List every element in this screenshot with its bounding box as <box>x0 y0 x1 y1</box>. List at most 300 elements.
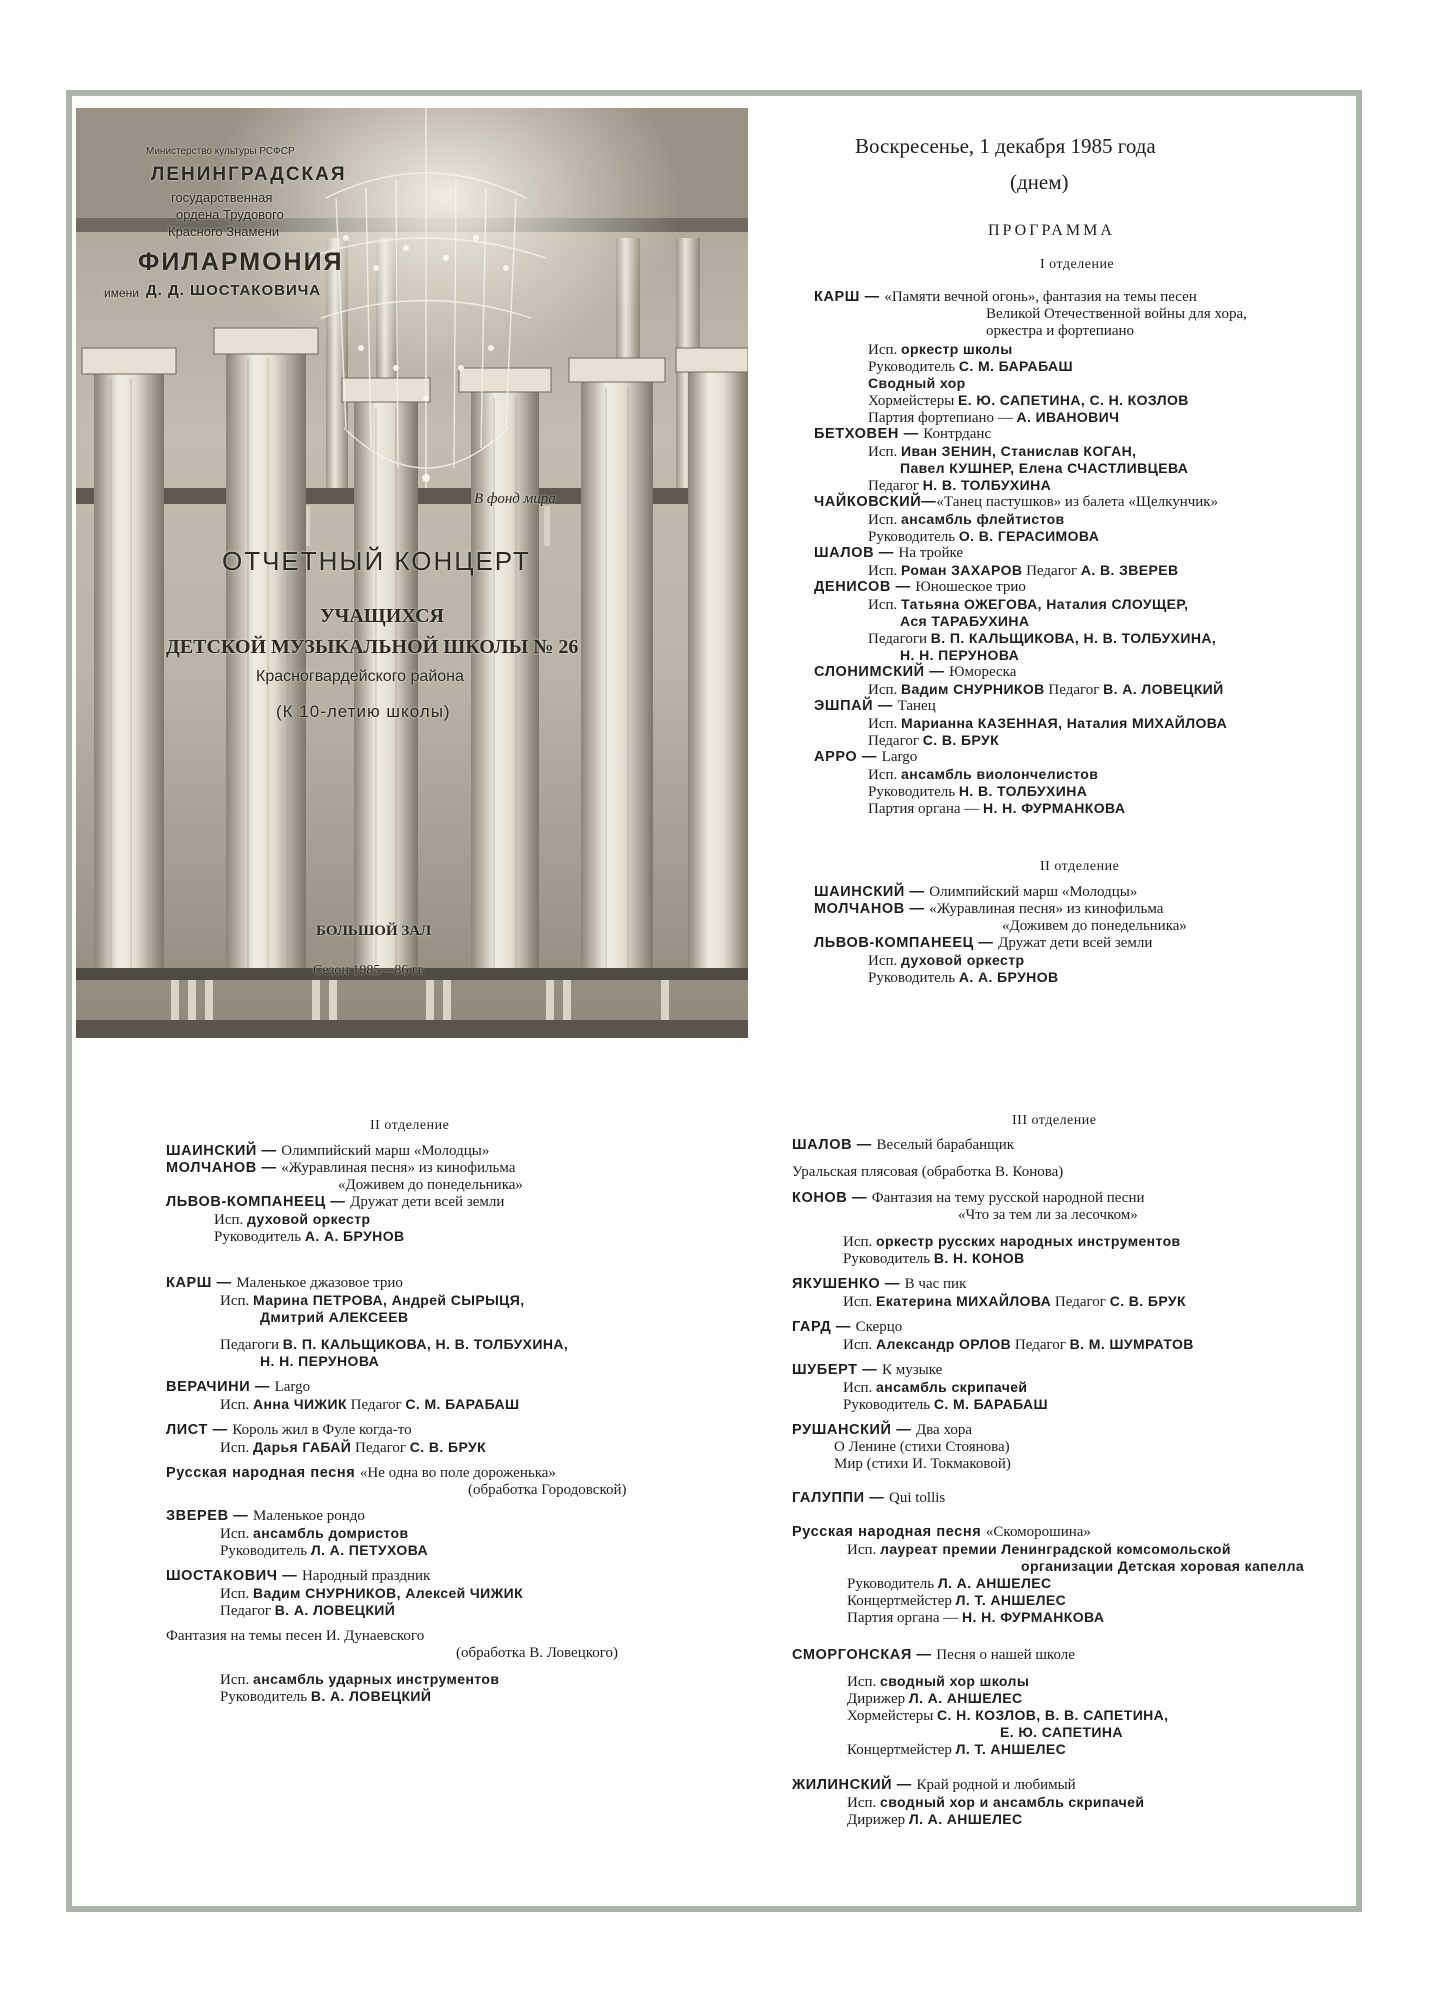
performer-name: лауреат премии Ленинградской комсомольской <box>880 1541 1231 1557</box>
line-text: Партия органа — <box>868 801 984 817</box>
line-text: Педагог <box>868 478 923 494</box>
performer-name: оркестр школы <box>901 341 1013 357</box>
cover-anniversary: (К 10-летию школы) <box>276 702 451 721</box>
performer-name: Дарья ГАБАЙ <box>253 1439 352 1455</box>
performer-name: Л. А. ПЕТУХОВА <box>310 1542 429 1558</box>
concert-date: Воскресенье, 1 декабря 1985 года <box>855 134 1156 158</box>
line-text: Педагог <box>868 733 923 749</box>
teacher-name: С. В. БРУК <box>1109 1293 1186 1309</box>
program-line <box>847 1741 1066 1759</box>
composer-name: ЯКУШЕНКО — <box>792 1276 905 1292</box>
line-text: «Танец пастушков» из балета «Щелкунчик» <box>936 494 1219 510</box>
program-line <box>868 443 1136 461</box>
composer-name: ШАИНСКИЙ — <box>814 884 930 900</box>
program-line <box>166 1275 403 1292</box>
line-text: Мир (стихи И. Токмаковой) <box>834 1456 1011 1472</box>
composer-name: КАРШ — <box>814 289 885 305</box>
program-line <box>814 289 1197 306</box>
composer-name: ВЕРАЧИНИ — <box>166 1379 275 1395</box>
line-text: Педагог <box>1051 1294 1110 1310</box>
line-text: Фантазия на темы песен И. Дунаевского <box>166 1628 425 1644</box>
program-line <box>843 1379 1027 1397</box>
performer-name: ансамбль ударных инструментов <box>253 1671 500 1687</box>
performer-name: О. В. ГЕРАСИМОВА <box>958 528 1100 544</box>
line-text: Largo <box>274 1379 311 1395</box>
line-text: Дружат дети всей земли <box>350 1194 505 1210</box>
line-text: Исп. <box>868 716 902 732</box>
performer-name: Н. Н. ФУРМАНКОВА <box>983 800 1126 816</box>
line-text: Исп. <box>868 953 902 969</box>
line-text: «Скоморошина» <box>985 1524 1091 1540</box>
line-text: Qui tollis <box>888 1490 946 1506</box>
performer-name: сводный хор и ансамбль скрипачей <box>880 1794 1145 1810</box>
composer-name: МОЛЧАНОВ — <box>814 901 930 917</box>
line-text: Исп. <box>868 342 902 358</box>
program-line <box>792 1777 1076 1794</box>
line-text: «Памяти вечной огонь», фантазия на темы песен <box>884 289 1197 305</box>
line-text: Юмореска <box>949 664 1017 680</box>
program-line <box>814 494 1218 511</box>
line-text: Исп. <box>843 1380 877 1396</box>
cover-event-title: ОТЧЕТНЫЙ КОНЦЕРТ <box>222 546 531 576</box>
program-line <box>792 1422 972 1439</box>
cover-named-prefix: имени <box>104 286 139 300</box>
program-line <box>814 579 1026 596</box>
program-line <box>868 392 1189 410</box>
line-text: Педагог <box>351 1440 410 1456</box>
line-text: Дружат дети всей земли <box>998 935 1153 951</box>
composer-name: ЛЬВОВ-КОМПАНЕЕЦ — <box>814 935 999 951</box>
line-text: О Ленине (стихи Стоянова) <box>834 1439 1010 1455</box>
line-text: Исп. <box>847 1795 881 1811</box>
performer-name: Вадим СНУРНИКОВ, Алексей ЧИЖИК <box>253 1585 524 1601</box>
line-text: На тройке <box>898 545 964 561</box>
program-line <box>843 1250 1025 1268</box>
line-text: Народный праздник <box>301 1568 431 1584</box>
program-line <box>868 511 1065 529</box>
performer-name: Н. Н. ПЕРУНОВА <box>260 1353 380 1369</box>
performer-name: Ася ТАРАБУХИНА <box>900 613 1030 629</box>
performer-name: Анна ЧИЖИК <box>253 1396 347 1412</box>
performer-name: А. ИВАНОВИЧ <box>1016 409 1120 425</box>
composer-name: Русская народная песня <box>792 1524 986 1540</box>
cover-org-name: ФИЛАРМОНИЯ <box>138 248 344 276</box>
performer-name: Сводный хор <box>868 375 966 391</box>
program-line <box>220 1602 395 1620</box>
program-line <box>847 1609 1104 1627</box>
line-text: Руководитель <box>220 1543 311 1559</box>
line-text: (обработка В. Ловецкого) <box>456 1645 619 1661</box>
composer-name: ГАЛУППИ — <box>792 1490 889 1506</box>
program-line <box>868 952 1024 970</box>
program-line <box>220 1688 431 1706</box>
program-line <box>834 1439 1010 1456</box>
line-text: Руководитель <box>220 1689 311 1705</box>
program-line <box>1002 918 1187 935</box>
performer-name: ансамбль виолончелистов <box>901 766 1099 782</box>
concert-time: (днем) <box>1010 170 1069 194</box>
line-text: Largo <box>881 749 918 765</box>
cover-season: Сезон 1985—86 гг. <box>313 963 426 978</box>
program-line <box>843 1293 1186 1311</box>
line-text: Исп. <box>847 1674 881 1690</box>
line-text: Великой Отечественной войны для хора, <box>986 306 1247 322</box>
performer-name: Роман ЗАХАРОВ <box>901 562 1023 578</box>
program-line <box>220 1525 408 1543</box>
program-line <box>792 1647 1075 1664</box>
program-line <box>814 901 1163 918</box>
performer-name: ансамбль скрипачей <box>876 1379 1028 1395</box>
performer-name: В. А. ЛОВЕЦКИЙ <box>274 1602 396 1618</box>
program-line <box>260 1353 379 1371</box>
program-line <box>868 732 999 750</box>
performer-name: В. П. КАЛЬЩИКОВА, Н. В. ТОЛБУХИНА, <box>930 630 1217 646</box>
line-text: Руководитель <box>868 784 959 800</box>
line-text: Партия фортепиано — <box>868 410 1017 426</box>
cover-students-line2: ДЕТСКОЙ МУЗЫКАЛЬНОЙ ШКОЛЫ № 26 <box>166 636 579 658</box>
program-line <box>792 1490 945 1507</box>
program-line <box>900 460 1188 478</box>
program-line <box>868 341 1013 359</box>
line-text: Исп. <box>868 767 902 783</box>
performer-name: Марианна КАЗЕННАЯ, Наталия МИХАЙЛОВА <box>901 715 1228 731</box>
program-line <box>166 1568 430 1585</box>
line-text: (обработка Городовской) <box>468 1482 627 1498</box>
program-line <box>868 766 1098 784</box>
line-text: «Доживем до понедельника» <box>1002 918 1187 934</box>
composer-name: БЕТХОВЕН — <box>814 426 924 442</box>
program-line <box>834 1456 1011 1473</box>
performer-name: Татьяна ОЖЕГОВА, Наталия СЛОУЩЕР, <box>901 596 1189 612</box>
program-line <box>166 1508 365 1525</box>
line-text: Руководитель <box>843 1397 934 1413</box>
cover-org-line1: ЛЕНИНГРАДСКАЯ <box>151 164 347 185</box>
program-line <box>220 1585 523 1603</box>
program-line <box>166 1422 412 1439</box>
program-line <box>456 1645 618 1662</box>
program-line <box>814 545 963 562</box>
line-text: Педагоги <box>868 631 931 647</box>
line-text: Педагоги <box>220 1337 283 1353</box>
line-text: Руководитель <box>868 359 959 375</box>
line-text: Песня о нашей школе <box>936 1647 1075 1663</box>
cover-org-line4: Красного Знамени <box>168 224 280 239</box>
performer-name: С. М. БАРАБАШ <box>933 1396 1048 1412</box>
program-line <box>1021 1558 1304 1576</box>
line-text: Контрданс <box>923 426 992 442</box>
line-text: Партия органа — <box>847 1610 963 1626</box>
line-text: Концертмейстер <box>847 1742 956 1758</box>
line-text: Исп. <box>220 1672 254 1688</box>
performer-name: В. Н. КОНОВ <box>933 1250 1025 1266</box>
performer-name: С. М. БАРАБАШ <box>958 358 1073 374</box>
performer-name: Н. В. ТОЛБУХИНА <box>922 477 1052 493</box>
program-line <box>868 681 1224 699</box>
composer-name: ШАЛОВ — <box>814 545 899 561</box>
composer-name: КОНОВ — <box>792 1190 872 1206</box>
performer-name: Марина ПЕТРОВА, Андрей СЫРЫЦЯ, <box>253 1292 525 1308</box>
performer-name: духовой оркестр <box>901 952 1025 968</box>
performer-name: Н. Н. ПЕРУНОВА <box>900 647 1020 663</box>
performer-name: ансамбль домристов <box>253 1525 409 1541</box>
line-text: Исп. <box>220 1293 254 1309</box>
program-line <box>166 1143 489 1160</box>
program-line <box>847 1673 1029 1691</box>
program-line <box>868 715 1227 733</box>
performer-name: С. В. БРУК <box>922 732 1000 748</box>
performer-name: Павел КУШНЕР, Елена СЧАСТЛИВЦЕВА <box>900 460 1189 476</box>
program-line <box>166 1628 424 1645</box>
program-line <box>220 1439 486 1457</box>
program-line <box>468 1482 627 1499</box>
performer-name: Е. Ю. САПЕТИНА <box>1000 1724 1123 1740</box>
composer-name: ШОСТАКОВИЧ — <box>166 1568 302 1584</box>
performer-name: Александр ОРЛОВ <box>876 1336 1012 1352</box>
performer-name: Л. Т. АНШЕЛЕС <box>955 1592 1067 1608</box>
line-text: Педагог <box>220 1603 275 1619</box>
line-text: Олимпийский марш «Молодцы» <box>929 884 1138 900</box>
line-text: «Журавлиная песня» из кинофильма <box>281 1160 516 1176</box>
program-line <box>260 1309 409 1327</box>
program-heading: ПРОГРАММА <box>988 222 1115 239</box>
line-text: К музыке <box>881 1362 943 1378</box>
program-line <box>792 1190 1145 1207</box>
line-text: Педагог <box>1044 682 1104 698</box>
composer-name: СЛОНИМСКИЙ — <box>814 664 950 680</box>
performer-name: Л. А. АНШЕЛЕС <box>908 1690 1023 1706</box>
line-text: Исп. <box>847 1542 881 1558</box>
performer-name: ансамбль флейтистов <box>901 511 1065 527</box>
composer-name: Русская народная песня <box>166 1465 360 1481</box>
line-text: Педагог <box>346 1397 406 1413</box>
line-text: Исп. <box>868 563 902 579</box>
line-text: Исп. <box>214 1212 248 1228</box>
performer-name: Л. А. АНШЕЛЕС <box>937 1575 1052 1591</box>
program-line <box>220 1671 499 1689</box>
cover-hall: БОЛЬШОЙ ЗАЛ <box>316 923 432 939</box>
program-line <box>868 358 1073 376</box>
cover-district: Красногвардейского района <box>256 668 464 685</box>
cover-students-line1: УЧАЩИХСЯ <box>320 605 444 627</box>
line-text: Руководитель <box>868 970 959 986</box>
program-line <box>814 935 1152 952</box>
program-line <box>214 1228 405 1246</box>
section-heading-2-top: II отделение <box>1040 859 1120 874</box>
line-text: Два хора <box>915 1422 973 1438</box>
program-line <box>220 1292 525 1310</box>
program-line <box>843 1396 1048 1414</box>
line-text: Скерцо <box>855 1319 903 1335</box>
line-text: Маленькое рондо <box>253 1508 365 1524</box>
program-line <box>1000 1724 1123 1742</box>
composer-name: ГАРД — <box>792 1319 856 1335</box>
composer-name: ЭШПАЙ — <box>814 698 898 714</box>
performer-name: Дмитрий АЛЕКСЕЕВ <box>260 1309 409 1325</box>
program-line <box>847 1811 1022 1829</box>
section-heading-1: I отделение <box>1040 257 1115 272</box>
program-line <box>792 1137 1014 1154</box>
line-text: Исп. <box>220 1440 254 1456</box>
performer-name: оркестр русских народных инструментов <box>876 1233 1181 1249</box>
performer-name: духовой оркестр <box>247 1211 371 1227</box>
performer-name: А. А. БРУНОВ <box>304 1228 405 1244</box>
program-line <box>792 1164 1063 1181</box>
performer-name: В. П. КАЛЬЩИКОВА, Н. В. ТОЛБУХИНА, <box>282 1336 569 1352</box>
performer-name: В. А. ЛОВЕЦКИЙ <box>310 1688 432 1704</box>
program-line <box>814 426 991 443</box>
line-text: Юношеское трио <box>915 579 1026 595</box>
teacher-name: С. М. БАРАБАШ <box>405 1396 520 1412</box>
program-line <box>847 1690 1022 1708</box>
performer-name: Е. Ю. САПЕТИНА, С. Н. КОЗЛОВ <box>958 392 1189 408</box>
program-line <box>847 1707 1168 1725</box>
program-line <box>868 562 1178 580</box>
performer-name: Вадим СНУРНИКОВ <box>901 681 1045 697</box>
program-line <box>868 409 1119 427</box>
line-text: Исп. <box>868 682 902 698</box>
cover-org-line2: государственная <box>171 190 273 205</box>
composer-name: ШАИНСКИЙ — <box>166 1143 282 1159</box>
composer-name: АРРО — <box>814 749 882 765</box>
line-text: Исп. <box>868 512 902 528</box>
program-line <box>814 884 1137 901</box>
section-heading-3: III отделение <box>1012 1113 1097 1128</box>
program-line <box>868 375 966 393</box>
composer-name: ЗВЕРЕВ — <box>166 1508 253 1524</box>
line-text: Концертмейстер <box>847 1593 956 1609</box>
line-text: «Что за тем ли за лесочком» <box>958 1207 1138 1223</box>
line-text: Руководитель <box>868 529 959 545</box>
program-line <box>166 1194 504 1211</box>
line-text: Олимпийский марш «Молодцы» <box>281 1143 490 1159</box>
composer-name: ДЕНИСОВ — <box>814 579 916 595</box>
performer-name: сводный хор школы <box>880 1673 1030 1689</box>
composer-name: ШУБЕРТ — <box>792 1362 882 1378</box>
section-heading-2: II отделение <box>370 1118 450 1133</box>
program-line <box>986 306 1247 323</box>
line-text: оркестра и фортепиано <box>986 323 1135 339</box>
line-text: Дирижер <box>847 1812 909 1828</box>
line-text: Исп. <box>220 1397 254 1413</box>
composer-name: ЖИЛИНСКИЙ — <box>792 1777 917 1793</box>
line-text: Исп. <box>868 444 902 460</box>
program-line <box>868 596 1188 614</box>
program-line <box>792 1276 966 1293</box>
composer-name: ЛИСТ — <box>166 1422 233 1438</box>
composer-name: МОЛЧАНОВ — <box>166 1160 282 1176</box>
line-text: Танец <box>897 698 936 714</box>
composer-name: СМОРГОНСКАЯ — <box>792 1647 937 1663</box>
program-line <box>868 783 1087 801</box>
program-line <box>843 1233 1181 1251</box>
line-text: Хормейстеры <box>847 1708 938 1724</box>
line-text: Исп. <box>843 1294 877 1310</box>
program-line <box>792 1319 902 1336</box>
program-line <box>868 630 1216 648</box>
cover-image <box>76 108 748 1038</box>
program-line <box>814 664 1016 681</box>
performer-name: Н. В. ТОЛБУХИНА <box>958 783 1088 799</box>
performer-name: Иван ЗЕНИН, Станислав КОГАН, <box>901 443 1137 459</box>
performer-name: Екатерина МИХАЙЛОВА <box>876 1293 1052 1309</box>
composer-name: РУШАНСКИЙ — <box>792 1422 916 1438</box>
line-text: Педагог <box>1022 563 1081 579</box>
program-line <box>868 528 1099 546</box>
teacher-name: А. В. ЗВЕРЕВ <box>1080 562 1179 578</box>
line-text: Уральская плясовая (обработка В. Конова) <box>792 1164 1064 1180</box>
teacher-name: В. М. ШУМРАТОВ <box>1069 1336 1194 1352</box>
program-line <box>338 1177 523 1194</box>
program-line <box>958 1207 1138 1224</box>
line-text: Исп. <box>843 1234 877 1250</box>
program-line <box>814 749 917 766</box>
line-text: Исп. <box>843 1337 877 1353</box>
program-line <box>847 1541 1231 1559</box>
line-text: Исп. <box>868 597 902 613</box>
program-line <box>166 1465 556 1482</box>
line-text: «Журавлиная песня» из кинофильма <box>929 901 1164 917</box>
program-line <box>166 1379 310 1396</box>
line-text: Дирижер <box>847 1691 909 1707</box>
cover-org-line3: ордена Трудового <box>176 207 284 222</box>
composer-name: ЛЬВОВ-КОМПАНЕЕЦ — <box>166 1194 351 1210</box>
program-line <box>900 613 1029 631</box>
composer-name: ЧАЙКОВСКИЙ— <box>814 494 937 510</box>
composer-name: ШАЛОВ — <box>792 1137 877 1153</box>
program-line <box>843 1336 1194 1354</box>
program-line <box>847 1575 1051 1593</box>
program-line <box>220 1396 520 1414</box>
line-text: Исп. <box>220 1586 254 1602</box>
line-text: Руководитель <box>214 1229 305 1245</box>
program-line <box>868 969 1059 987</box>
line-text: «Доживем до понедельника» <box>338 1177 523 1193</box>
program-line <box>868 800 1125 818</box>
program-line <box>847 1794 1144 1812</box>
cover-fund: В фонд мира <box>474 491 556 507</box>
performer-name: Н. Н. ФУРМАНКОВА <box>962 1609 1105 1625</box>
performer-name: А. А. БРУНОВ <box>958 969 1059 985</box>
program-line <box>814 698 936 715</box>
line-text: Фантазия на тему русской народной песни <box>871 1190 1145 1206</box>
line-text: Исп. <box>220 1526 254 1542</box>
line-text: «Не одна во поле дороженька» <box>359 1465 556 1481</box>
line-text: Веселый барабанщик <box>876 1137 1015 1153</box>
program-line <box>847 1592 1066 1610</box>
teacher-name: С. В. БРУК <box>409 1439 487 1455</box>
program-line <box>220 1336 568 1354</box>
line-text: Педагог <box>1011 1337 1070 1353</box>
performer-name: Л. А. АНШЕЛЕС <box>908 1811 1023 1827</box>
line-text: Король жил в Фуле когда-то <box>232 1422 412 1438</box>
performer-name: С. Н. КОЗЛОВ, В. В. САПЕТИНА, <box>937 1707 1169 1723</box>
composer-name: КАРШ — <box>166 1275 237 1291</box>
line-text: Руководитель <box>847 1576 938 1592</box>
program-line <box>166 1160 515 1177</box>
performer-name: Л. Т. АНШЕЛЕС <box>955 1741 1067 1757</box>
cover-ministry: Министерство культуры РСФСР <box>146 146 295 157</box>
program-line <box>792 1362 942 1379</box>
program-line <box>868 477 1051 495</box>
teacher-name: В. А. ЛОВЕЦКИЙ <box>1103 681 1224 697</box>
program-line <box>214 1211 370 1229</box>
program-line <box>900 647 1019 665</box>
line-text: Край родной и любимый <box>916 1777 1076 1793</box>
program-line <box>792 1524 1091 1541</box>
program-line <box>986 323 1134 340</box>
cover-named-person: Д. Д. ШОСТАКОВИЧА <box>146 282 322 299</box>
program-line <box>220 1542 428 1560</box>
